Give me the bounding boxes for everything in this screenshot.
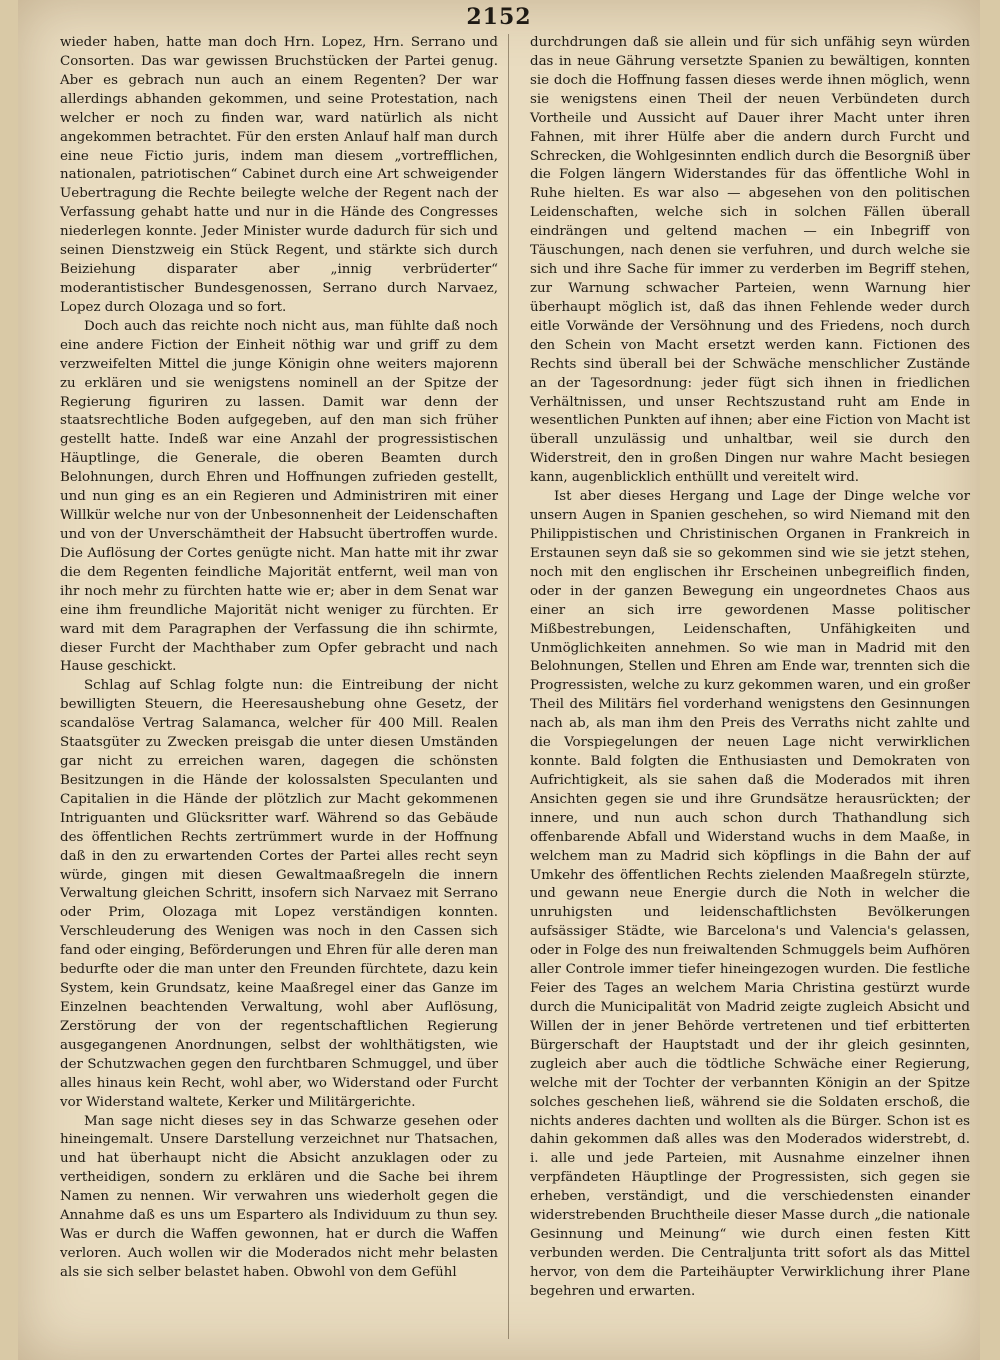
page-number: 2152 <box>466 4 532 30</box>
column-divider <box>508 34 509 1339</box>
paragraph: Schlag auf Schlag folgte nun: die Eintreibung der nicht bewilligten Steuern, die Heeresaushebung ohne Gesetz, der scandalöse Vertrag Salamanca, welcher für 400 Mill. Realen Staatsgüter zu Zwecken preisgab die unter diesen Umständen gar nicht zu erreichen waren, dagegen die schönsten Besitzungen in die Hände der kolossalsten Speculanten und Capitalien in die Hände der plötzlich zur Macht gekommenen Intriguanten und Glücksritter warf. Während so das Gebäude des öffentlichen Rechts zertrümmert wurde in der Hoffnung daß in den zu erwartenden Cortes der Partei alles recht seyn würde, gingen mit diesen Gewaltmaaßregeln die innern Verwaltung gleichen Schritt, insofern sich Narvaez mit Serrano oder Prim, Olozaga mit Lopez verständigen konnten. Verschleuderung des Wenigen was noch in den Cassen sich fand oder einging, Beförderungen und Ehren für alle deren man bedurfte oder die man unter den Freunden fürchtete, dazu kein System, kein Grundsatz, keine Maaßregel einer das Ganze im Einzelnen beachtenden Verwaltung, wohl aber Auflösung, Zerstörung der von der regentschaftlichen Regierung ausgegangenen Anordnungen, selbst der wohlthätigsten, wie der Schutzwachen gegen den furchtbaren Schmuggel, und über alles hinaus kein Recht, wohl aber, wo Widerstand oder Furcht vor Widerstand waltete, Kerker und Militärgerichte. <box>60 678 498 1110</box>
paragraph: wieder haben, hatte man doch Hrn. Lopez, Hrn. Serrano und Consorten. Das war gewissen Bruchstücken der Partei genug. Aber es gebrach nun auch an einem Regenten? Der war allerdings abhanden gekommen, und seine Protestation, nach welcher er noch zu finden war, ward natürlich als nicht angekommen betrachtet. Für den ersten Anlauf half man durch eine neue Fictio juris, indem man diesem „vortrefflichen, nationalen, patriotischen“ Cabinet durch eine Art schweigender Uebertragung die Rechte beilegte welche der Regent nach der Verfassung gehabt hatte und nur in die Hände des Congresses niederlegen konnte. Jeder Minister wurde dadurch für sich und seinen Dienstzweig ein Stück Regent, und stärkte sich durch Beiziehung disparater aber „innig verbrüderter“ moderantistischer Bundesgenossen, Serrano durch Narvaez, Lopez durch Olozaga und so fort. <box>60 35 498 315</box>
right-column <box>530 34 970 1302</box>
left-column <box>60 34 498 1283</box>
newspaper-page <box>18 0 980 1360</box>
paragraph: Ist aber dieses Hergang und Lage der Dinge welche vor unsern Augen in Spanien geschehen, so wird Niemand mit den Philippistischen und Christinischen Organen in Frankreich in Erstaunen seyn daß sie so gekommen sind wie sie jetzt stehen, noch mit den englischen ihr Erscheinen unbegreiflich finden, oder in der ganzen Bewegung ein ungeordnetes Chaos aus einer an sich irre gewordenen Masse politischer Mißbestrebungen, Leidenschaften, Unfähigkeiten und Unmöglichkeiten annehmen. So wie man in Madrid mit den Belohnungen, Stellen und Ehren am Ende war, trennten sich die Progressisten, welche zu kurz gekommen waren, und ein großer Theil des Militärs fiel vorderhand wenigstens den Gesinnungen nach ab, als man ihm den Preis des Verraths nicht zahlte und die Vorspiegelungen der neuen Lage nicht verwirklichen konnte. Bald folgten die Enthusiasten und Demokraten von Aufrichtigkeit, als sie sahen daß die Moderados mit ihren Ansichten gegen sie und ihre Grundsätze herausrückten; der innere, und nun auch schon durch Thathandlung sich offenbarende Abfall und Widerstand wuchs in dem Maaße, in welchem man zu Madrid sich köpflings in die Bahn der auf Umkehr des öffentlichen Rechts zielenden Maaßregeln stürzte, und gewann neue Energie durch die Noth in welcher die unruhigsten und leidenschaftlichsten Bevölkerungen aufsässiger Städte, wie Barcelona's und Valencia's gelassen, oder in Folge des nun freiwaltenden Schmuggels beim Aufhören aller Controle immer tiefer hineingezogen wurden. Die festliche Feier des Tages an welchem Maria Christina gestürzt wurde durch die Municipalität von Madrid zeigte zugleich Absicht und Willen der in jener Behörde vertretenen und tief erbitterten Bürgerschaft der Hauptstadt und der ihr gleich gesinnten, zugleich aber auch die tödtliche Schwäche einer Regierung, welche mit der Tochter der verbannten Königin an der Spitze solches geschehen ließ, während sie die Soldaten erschoß, die nichts anderes dachten und wollten als die Bürger. Schon ist es dahin gekommen daß alles was den Moderados widerstrebt, d. i. alle und jede Parteien, mit Ausnahme einzelner ihnen verpfändeten Häuptlinge der Progressisten, sich gegen sie erheben, verständigt, und die verschiedensten einander widerstrebenden Bruchtheile dieser Masse durch „die nationale Gesinnung und Meinung“ wie durch einen festen Kitt verbunden werden. Die Centraljunta tritt sofort als das Mittel hervor, von dem die Parteihäupter Verwirklichung ihrer Plane begehren und erwarten. <box>530 489 970 1299</box>
paragraph: durchdrungen daß sie allein und für sich unfähig seyn würden das in neue Gährung versetzte Spanien zu bewältigen, konnten sie doch die Hoffnung fassen dieses werde ihnen möglich, wenn sie wenigstens einen Theil der neuen Verbündeten durch Vortheile und Aussicht auf Dauer ihrer Macht unter ihren Fahnen, mit ihrer Hülfe aber die andern durch Furcht und Schrecken, die Wohlgesinnten endlich durch die Besorgniß über die Folgen längern Widerstandes für das öffentliche Wohl in Ruhe hielten. Es war also — abgesehen von den politischen Leidenschaften, welche sich in solchen Fällen überall eindrängen und geltend machen — ein Inbegriff von Täuschungen, nach denen sie verfuhren, und durch welche sie sich und ihre Sache für immer zu verderben im Begriff stehen, zur Warnung schwacher Parteien, wenn Warnung hier überhaupt möglich ist, daß das ihnen Fehlende weder durch eitle Vorwände der Versöhnung und des Friedens, noch durch den Schein von Macht ersetzt werden kann. Fictionen des Rechts sind überall bei der Schwäche menschlicher Zustände an der Tagesordnung: jeder fügt sich ihnen in friedlichen Verhältnissen, und unser Rechtszustand ruht am Ende in wesentlichen Punkten auf ihnen; aber eine Fiction von Macht ist überall unzulässig und unhaltbar, weil sie durch den Widerstreit, den in großen Dingen nur wahre Macht besiegen kann, augenblicklich enthüllt und vereitelt wird. <box>530 35 970 486</box>
paragraph: Doch auch das reichte noch nicht aus, man fühlte daß noch eine andere Fiction der Einheit nöthig war und griff zu dem verzweifelten Mittel die junge Königin ohne weiters majorenn zu erklären und sie wenigstens nominell an der Spitze der Regierung figuriren zu lassen. Damit war denn der staatsrechtliche Boden aufgegeben, auf den man sich früher gestellt hatte. Indeß war eine Anzahl der progressistischen Häuptlinge, die Generale, die oberen Beamten durch Belohnungen, durch Ehren und Hoffnungen zufrieden gestellt, und nun ging es an ein Regieren und Administriren mit einer Willkür welche nur von der Unbesonnenheit der Leidenschaften und von der Unverschämtheit der Habsucht übertroffen wurde. Die Auflösung der Cortes genügte nicht. Man hatte mit ihr zwar die dem Regenten feindliche Majorität entfernt, weil man von ihr noch mehr zu fürchten hatte wie er; aber in dem Senat war eine ihm freundliche Majorität nicht weniger zu fürchten. Er ward mit dem Paragraphen der Verfassung die ihn schirmte, dieser Furcht der Machthaber zum Opfer gebracht und nach Hause geschickt. <box>60 318 498 675</box>
paragraph: Man sage nicht dieses sey in das Schwarze gesehen oder hineingemalt. Unsere Darstellung verzeichnet nur Thatsachen, und hat überhaupt nicht die Absicht anzuklagen oder zu vertheidigen, sondern zu erklären und die Sache bei ihrem Namen zu nennen. Wir verwahren uns wiederholt gegen die Annahme daß es uns um Espartero als Individuum zu thun sey. Was er durch die Waffen gewonnen, hat er durch die Waffen verloren. Auch wollen wir die Moderados nicht mehr belasten als sie sich selber belastet haben. Obwohl von dem Gefühl <box>60 1113 498 1280</box>
